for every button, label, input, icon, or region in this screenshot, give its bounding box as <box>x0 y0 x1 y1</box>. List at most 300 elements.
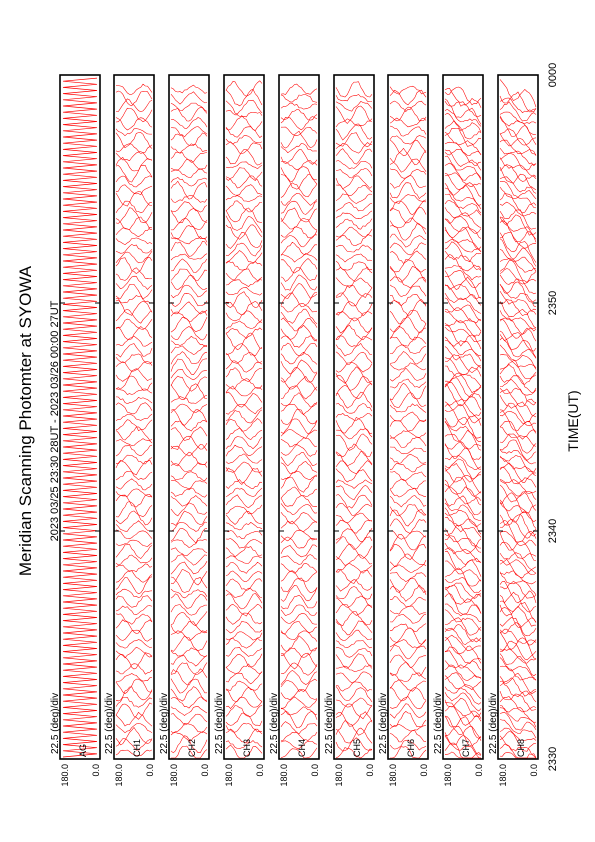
y-bottom-label: 0.0 <box>310 764 320 777</box>
trace-line <box>500 427 536 446</box>
trace-line <box>336 569 372 583</box>
trace-line <box>116 129 152 136</box>
trace-line <box>116 238 152 245</box>
trace-line <box>336 686 372 702</box>
trace-line <box>116 723 152 732</box>
trace-line <box>226 488 262 497</box>
trace-line <box>281 578 317 593</box>
trace-line <box>116 217 152 230</box>
trace-line <box>445 673 481 690</box>
trace-line <box>500 592 536 612</box>
trace-line <box>171 285 207 298</box>
trace-line <box>281 235 317 247</box>
trace-line <box>390 437 426 448</box>
trace-line <box>445 378 481 398</box>
trace-line <box>500 388 536 405</box>
trace-line <box>171 511 207 525</box>
trace-line <box>390 463 426 472</box>
trace-line <box>281 555 317 565</box>
trace-line <box>226 638 262 648</box>
panel-1 <box>104 75 155 787</box>
trace-line <box>171 254 207 260</box>
trace-line <box>171 352 207 365</box>
trace-line <box>445 284 481 299</box>
trace-line <box>116 647 152 658</box>
trace-line <box>116 376 152 390</box>
trace-line <box>171 103 207 111</box>
trace-line <box>500 658 536 680</box>
trace-line <box>390 101 426 112</box>
trace-line <box>116 144 152 153</box>
trace-line <box>500 153 536 170</box>
trace-line <box>336 160 372 169</box>
trace-line <box>116 91 152 106</box>
trace-line <box>171 444 207 456</box>
panel-frame <box>443 75 483 759</box>
trace-line <box>390 573 426 582</box>
trace-line <box>281 84 317 94</box>
trace-line <box>500 338 536 359</box>
scale-label: 22.5 (deg)/div <box>159 692 170 754</box>
trace-line <box>500 129 536 145</box>
x-tick-label: 2350 <box>547 290 559 316</box>
trace-line <box>500 458 536 476</box>
channel-label: AG <box>78 743 88 757</box>
trace-line <box>171 269 207 281</box>
trace-line <box>281 409 317 424</box>
y-bottom-label: 0.0 <box>365 764 375 777</box>
trace-line <box>390 711 426 727</box>
trace-line <box>500 112 536 123</box>
scale-label: 22.5 (deg)/div <box>488 692 499 754</box>
trace-line <box>336 119 372 127</box>
trace-line <box>281 585 317 601</box>
trace-line <box>336 672 372 683</box>
trace-line <box>281 663 317 675</box>
trace-line <box>171 409 207 425</box>
panel-6 <box>378 75 429 787</box>
trace-line <box>116 555 152 565</box>
trace-line <box>445 561 481 581</box>
trace-group <box>281 84 317 758</box>
trace-line <box>500 553 536 570</box>
trace-line <box>116 165 152 182</box>
chart-title: Meridian Scanning Photomter at SYOWA <box>16 265 35 577</box>
trace-line <box>171 503 207 516</box>
trace-line <box>390 606 426 614</box>
trace-line <box>281 183 317 198</box>
trace-group <box>336 82 372 758</box>
trace-line <box>226 681 262 691</box>
trace-line <box>390 412 426 422</box>
trace-line <box>171 384 207 400</box>
trace-line <box>171 275 207 289</box>
trace-line <box>336 528 372 542</box>
trace-line <box>171 427 207 441</box>
trace-line <box>445 703 481 719</box>
trace-line <box>116 502 152 518</box>
trace-line <box>445 183 481 205</box>
trace-line <box>281 653 317 669</box>
trace-line <box>281 253 317 262</box>
trace-line <box>171 548 207 556</box>
trace-line <box>116 192 152 207</box>
trace-line <box>116 403 152 414</box>
trace-line <box>116 327 152 340</box>
trace-line <box>336 580 372 592</box>
trace-line <box>500 681 536 702</box>
trace-line <box>445 326 481 350</box>
trace-line <box>336 343 372 356</box>
trace-line <box>116 319 152 329</box>
trace-line <box>171 133 207 146</box>
trace-line <box>500 285 536 307</box>
trace-line <box>281 419 317 434</box>
trace-line <box>281 131 317 148</box>
trace-line <box>390 383 426 400</box>
trace-line <box>281 453 317 466</box>
trace-line <box>171 569 207 585</box>
y-top-label: 180.0 <box>443 764 453 787</box>
trace-line <box>171 177 207 186</box>
scale-label: 22.5 (deg)/div <box>50 692 61 754</box>
trace-line <box>226 201 262 212</box>
trace-line <box>390 118 426 127</box>
y-top-label: 180.0 <box>169 764 179 787</box>
trace-line <box>281 161 317 170</box>
trace-line <box>390 183 426 199</box>
trace-line <box>445 496 481 515</box>
trace-line <box>116 336 152 346</box>
trace-line <box>445 593 481 614</box>
trace-line <box>500 673 536 694</box>
trace-line <box>390 585 426 601</box>
trace-line <box>171 636 207 652</box>
trace-line <box>500 559 536 578</box>
trace-line <box>336 101 372 111</box>
trace-group <box>116 84 152 756</box>
trace-line <box>116 439 152 446</box>
trace-line <box>445 200 481 216</box>
trace-line <box>281 621 317 633</box>
trace-line <box>390 277 426 288</box>
trace-line <box>500 632 536 659</box>
trace-line <box>226 698 262 709</box>
trace-line <box>226 89 262 106</box>
trace-line <box>226 713 262 726</box>
y-bottom-label: 0.0 <box>200 764 210 777</box>
scale-label: 22.5 (deg)/div <box>214 692 225 754</box>
trace-line <box>445 665 481 681</box>
trace-line <box>336 202 372 211</box>
trace-line <box>390 554 426 567</box>
trace-line <box>171 336 207 347</box>
trace-line <box>226 571 262 582</box>
trace-line <box>390 195 426 204</box>
trace-line <box>336 720 372 735</box>
trace-line <box>390 510 426 526</box>
trace-line <box>390 136 426 145</box>
trace-line <box>336 245 372 252</box>
trace-line <box>226 468 262 485</box>
trace-line <box>281 487 317 498</box>
trace-line <box>116 369 152 382</box>
trace-line <box>281 259 317 274</box>
scale-label: 22.5 (deg)/div <box>269 692 280 754</box>
trace-line <box>445 676 481 699</box>
trace-line <box>116 703 152 719</box>
trace-line <box>116 445 152 456</box>
trace-line <box>445 366 481 386</box>
trace-line <box>281 429 317 438</box>
trace-line <box>336 704 372 719</box>
trace-line <box>281 110 317 121</box>
trace-line <box>336 605 372 616</box>
trace-line <box>445 194 481 213</box>
trace-line <box>226 723 262 732</box>
trace-line <box>171 605 207 616</box>
trace-line <box>226 419 262 432</box>
trace-line <box>500 140 536 156</box>
trace-line <box>281 143 317 152</box>
trace-group <box>445 87 481 758</box>
trace-line <box>226 654 262 668</box>
trace-line <box>226 495 262 508</box>
trace-line <box>336 254 372 262</box>
trace-line <box>336 312 372 322</box>
trace-line <box>390 704 426 719</box>
panel-3 <box>214 75 265 787</box>
trace-line <box>336 444 372 457</box>
trace-line <box>171 555 207 566</box>
trace-line <box>445 647 481 664</box>
trace-line <box>445 383 481 401</box>
trace-line <box>390 421 426 432</box>
trace-line <box>336 143 372 154</box>
trace-line <box>171 404 207 413</box>
trace-line <box>116 133 152 149</box>
trace-line <box>336 555 372 566</box>
trace-line <box>500 275 536 294</box>
trace-line <box>116 614 152 625</box>
trace-line <box>390 218 426 229</box>
trace-line <box>445 687 481 705</box>
trace-line <box>390 624 426 632</box>
trace-line <box>116 414 152 421</box>
trace-line <box>226 386 262 396</box>
trace-line <box>390 724 426 731</box>
trace-line <box>281 275 317 291</box>
trace-line <box>281 208 317 222</box>
channel-label: CH7 <box>461 738 471 757</box>
trace-line <box>226 664 262 674</box>
trace-line <box>445 347 481 369</box>
trace-line <box>336 168 372 178</box>
trace-line <box>171 395 207 403</box>
trace-line <box>226 437 262 449</box>
trace-line <box>226 579 262 591</box>
trace-line <box>116 674 152 682</box>
trace-line <box>390 224 426 241</box>
trace-line <box>281 292 317 306</box>
trace-line <box>390 614 426 623</box>
trace-line <box>281 403 317 414</box>
y-bottom-label: 0.0 <box>255 764 265 777</box>
trace-line <box>226 672 262 684</box>
y-bottom-label: 0.0 <box>474 764 484 777</box>
trace-line <box>171 317 207 332</box>
trace-line <box>390 488 426 497</box>
trace-line <box>116 268 152 281</box>
trace-line <box>171 480 207 489</box>
trace-line <box>281 103 317 109</box>
trace-line <box>336 94 372 101</box>
trace-line <box>500 102 536 121</box>
trace-line <box>171 496 207 507</box>
trace-line <box>171 92 207 104</box>
trace-line <box>226 225 262 240</box>
trace-line <box>445 109 481 126</box>
trace-line <box>390 655 426 668</box>
trace-line <box>171 631 207 641</box>
trace-line <box>171 421 207 431</box>
trace-line <box>390 295 426 306</box>
trace-line <box>226 81 262 97</box>
trace-line <box>116 108 152 122</box>
trace-line <box>226 462 262 473</box>
trace-line <box>500 395 536 417</box>
trace-line <box>171 152 207 162</box>
trace-line <box>390 140 426 156</box>
y-top-label: 180.0 <box>498 764 508 787</box>
trace-line <box>226 232 262 248</box>
trace-line <box>281 471 317 480</box>
trace-line <box>336 698 372 707</box>
trace-line <box>445 285 481 305</box>
trace-line <box>445 604 481 622</box>
trace-line <box>390 337 426 346</box>
trace-line <box>445 173 481 197</box>
x-tick-label: 0000 <box>547 62 559 88</box>
trace-line <box>171 463 207 472</box>
trace-line <box>116 564 152 572</box>
trace-line <box>116 471 152 480</box>
trace-line <box>445 188 481 209</box>
trace-line <box>281 336 317 348</box>
y-bottom-label: 0.0 <box>419 764 429 777</box>
trace-line <box>171 259 207 273</box>
trace-line <box>226 269 262 281</box>
trace-line <box>336 513 372 523</box>
trace-line <box>445 219 481 239</box>
trace-line <box>171 697 207 708</box>
trace-line <box>226 168 262 181</box>
trace-line <box>500 117 536 135</box>
trace-line <box>336 219 372 230</box>
trace-line <box>281 360 317 374</box>
trace-line <box>116 257 152 273</box>
trace-line <box>390 243 426 255</box>
trace-line <box>500 691 536 710</box>
trace-line <box>281 605 317 616</box>
trace-line <box>171 589 207 598</box>
trace-line <box>281 227 317 238</box>
y-bottom-label: 0.0 <box>145 764 155 777</box>
trace-line <box>171 327 207 341</box>
trace-line <box>116 596 152 608</box>
trace-line <box>116 530 152 539</box>
trace-line <box>500 728 536 740</box>
trace-line <box>445 618 481 636</box>
trace-line <box>171 540 207 548</box>
trace-line <box>281 193 317 205</box>
channel-label: CH5 <box>352 738 362 757</box>
trace-line <box>500 249 536 271</box>
trace-line <box>336 403 372 413</box>
trace-line <box>171 107 207 121</box>
y-top-label: 180.0 <box>388 764 398 787</box>
trace-line <box>226 311 262 322</box>
trace-line <box>281 707 317 715</box>
trace-line <box>171 181 207 199</box>
trace-line <box>445 444 481 470</box>
trace-line <box>336 682 372 692</box>
trace-line <box>226 538 262 548</box>
y-bottom-label: 0.0 <box>91 764 101 777</box>
scale-label: 22.5 (deg)/div <box>378 692 389 754</box>
trace-line <box>171 655 207 666</box>
trace-line <box>445 661 481 678</box>
trace-line <box>500 98 536 113</box>
trace-line <box>336 544 372 560</box>
panel-4 <box>269 75 320 787</box>
trace-line <box>445 628 481 645</box>
trace-line <box>226 588 262 598</box>
trace-line <box>336 641 372 648</box>
trace-line <box>116 427 152 441</box>
trace-line <box>226 480 262 489</box>
trace-line <box>281 343 317 356</box>
trace-line <box>336 587 372 600</box>
trace-line <box>390 379 426 388</box>
trace-line <box>336 352 372 365</box>
trace-line <box>171 85 207 93</box>
chart-subtitle: 2023 03/25 23:30 28UT - 2023 03/26 00:00 27UT <box>49 300 61 542</box>
channel-label: CH4 <box>297 738 307 757</box>
trace-line <box>445 717 481 741</box>
panel-8 <box>488 75 539 787</box>
trace-line <box>336 82 372 97</box>
trace-line <box>281 95 317 103</box>
trace-line <box>226 368 262 382</box>
trace-line <box>281 393 317 407</box>
trace-line <box>445 327 481 342</box>
trace-line <box>171 127 207 137</box>
x-tick-label: 2330 <box>547 746 559 772</box>
trace-line <box>500 331 536 357</box>
trace-line <box>226 136 262 145</box>
trace-line <box>445 517 481 537</box>
trace-line <box>336 285 372 298</box>
trace-line <box>116 489 152 497</box>
trace-line <box>445 298 481 321</box>
trace-line <box>226 196 262 202</box>
trace-line <box>390 531 426 540</box>
trace-line <box>171 663 207 675</box>
y-top-label: 180.0 <box>279 764 289 787</box>
trace-line <box>500 678 536 696</box>
trace-line <box>390 628 426 644</box>
